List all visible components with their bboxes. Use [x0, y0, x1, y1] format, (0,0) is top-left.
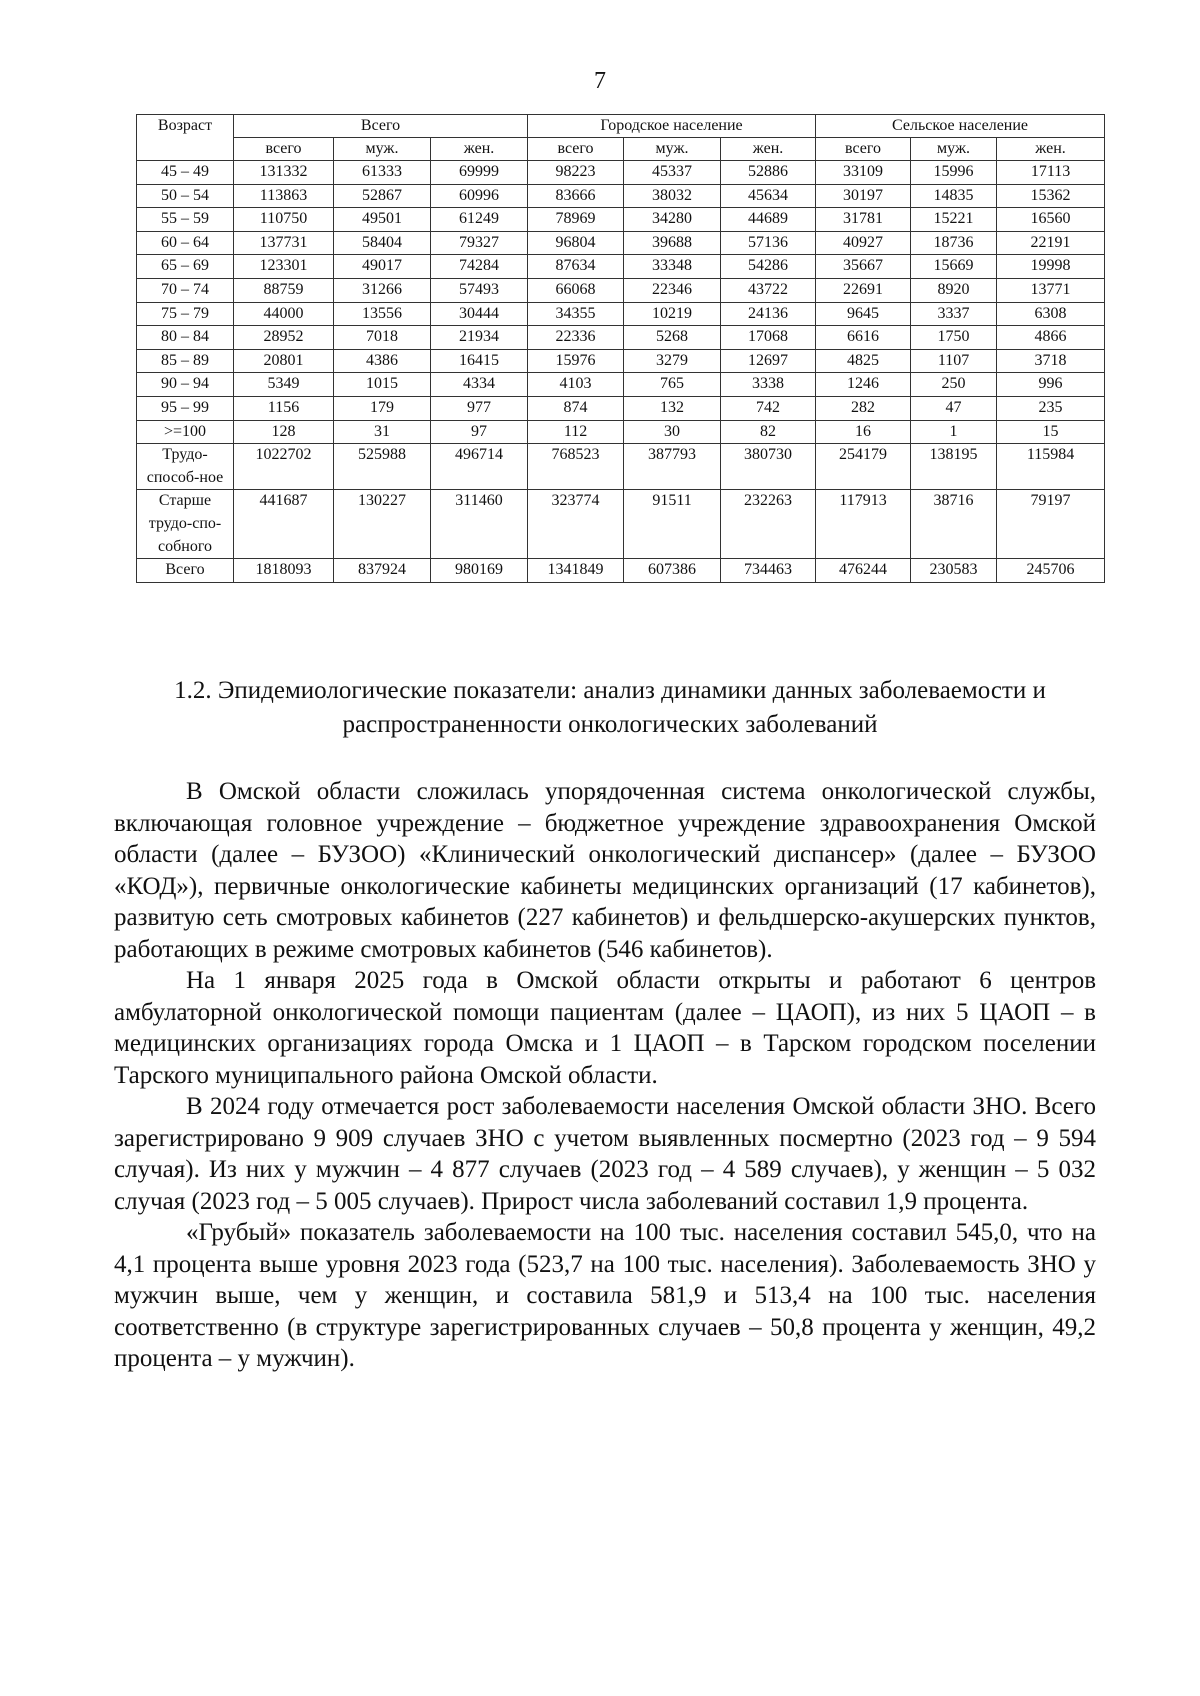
value-cell: 91511	[624, 490, 721, 559]
table-row	[137, 326, 1105, 350]
value-cell: 16560	[997, 208, 1105, 232]
value-cell: 230583	[911, 559, 997, 583]
value-cell: 38032	[624, 184, 721, 208]
value-cell: 179	[334, 396, 431, 420]
age-group-cell: 45 – 49	[137, 161, 234, 185]
value-cell: 31266	[334, 278, 431, 302]
body-text	[114, 776, 1096, 1375]
value-cell: 38716	[911, 490, 997, 559]
age-group-cell: 85 – 89	[137, 349, 234, 373]
value-cell: 18736	[911, 231, 997, 255]
subheader-cell: жен.	[431, 138, 528, 161]
col-header-age: Возраст	[137, 115, 234, 161]
value-cell: 33348	[624, 255, 721, 279]
value-cell: 39688	[624, 231, 721, 255]
value-cell: 15669	[911, 255, 997, 279]
value-cell: 57493	[431, 278, 528, 302]
value-cell: 69999	[431, 161, 528, 185]
value-cell: 4866	[997, 326, 1105, 350]
value-cell: 742	[721, 396, 816, 420]
value-cell: 387793	[624, 444, 721, 490]
table-row	[137, 231, 1105, 255]
value-cell: 49017	[334, 255, 431, 279]
value-cell: 5349	[234, 373, 334, 397]
value-cell: 43722	[721, 278, 816, 302]
table-subheader-row	[137, 138, 1105, 161]
subheader-cell: жен.	[997, 138, 1105, 161]
age-group-cell: 60 – 64	[137, 231, 234, 255]
value-cell: 58404	[334, 231, 431, 255]
value-cell: 44000	[234, 302, 334, 326]
value-cell: 837924	[334, 559, 431, 583]
value-cell: 1750	[911, 326, 997, 350]
value-cell: 977	[431, 396, 528, 420]
table-row	[137, 444, 1105, 490]
value-cell: 3718	[997, 349, 1105, 373]
value-cell: 98223	[528, 161, 624, 185]
age-group-cell: 75 – 79	[137, 302, 234, 326]
age-group-cell: 70 – 74	[137, 278, 234, 302]
value-cell: 79197	[997, 490, 1105, 559]
table-row	[137, 302, 1105, 326]
value-cell: 112	[528, 420, 624, 444]
paragraph-crude-rate: «Грубый» показатель заболеваемости на 100 тыс. населения составил 545,0, что на 4,1 процента выше уровня 2023 года (523,7 на 100 тыс. населения). Заболеваемость ЗНО у мужчин выше, чем у женщин, и составила 581,9 и 513,4 на 100 тыс. населения соответственно (в структуре зарегистрированных случаев – 50,8 процента у женщин, 49,2 процента – у мужчин).	[114, 1219, 1096, 1372]
value-cell: 34280	[624, 208, 721, 232]
table-row	[137, 161, 1105, 185]
value-cell: 232263	[721, 490, 816, 559]
value-cell: 54286	[721, 255, 816, 279]
value-cell: 1107	[911, 349, 997, 373]
subheader-cell: муж.	[334, 138, 431, 161]
value-cell: 128	[234, 420, 334, 444]
value-cell: 441687	[234, 490, 334, 559]
value-cell: 6308	[997, 302, 1105, 326]
table-body	[137, 161, 1105, 583]
value-cell: 13556	[334, 302, 431, 326]
value-cell: 24136	[721, 302, 816, 326]
subheader-cell: всего	[816, 138, 911, 161]
value-cell: 137731	[234, 231, 334, 255]
table-row	[137, 184, 1105, 208]
value-cell: 16	[816, 420, 911, 444]
value-cell: 1246	[816, 373, 911, 397]
value-cell: 245706	[997, 559, 1105, 583]
paragraph-oncology-service: В Омской области сложилась упорядоченная система онкологической службы, включающая головное учреждение – бюджетное учреждение здравоохранения Омской области (далее – БУЗОО) «Клинический онкологический диспансер» (далее – БУЗОО «КОД»), первичные онкологические кабинеты медицинских организаций (17 кабинетов), развитую сеть смотровых кабинетов (227 кабинетов) и фельдшерско-акушерских пунктов, работающих в режиме смотровых кабинетов (546 кабинетов).	[114, 778, 1096, 963]
value-cell: 1	[911, 420, 997, 444]
value-cell: 8920	[911, 278, 997, 302]
value-cell: 15	[997, 420, 1105, 444]
subheader-cell: муж.	[911, 138, 997, 161]
value-cell: 131332	[234, 161, 334, 185]
value-cell: 52867	[334, 184, 431, 208]
value-cell: 496714	[431, 444, 528, 490]
age-group-cell: Старше трудо-спо-собного	[137, 490, 234, 559]
value-cell: 113863	[234, 184, 334, 208]
subheader-cell: всего	[234, 138, 334, 161]
value-cell: 1818093	[234, 559, 334, 583]
subheader-cell: муж.	[624, 138, 721, 161]
age-group-cell: 90 – 94	[137, 373, 234, 397]
value-cell: 66068	[528, 278, 624, 302]
age-group-cell: 50 – 54	[137, 184, 234, 208]
value-cell: 57136	[721, 231, 816, 255]
subheader-cell: всего	[528, 138, 624, 161]
value-cell: 60996	[431, 184, 528, 208]
value-cell: 235	[997, 396, 1105, 420]
value-cell: 7018	[334, 326, 431, 350]
value-cell: 5268	[624, 326, 721, 350]
value-cell: 61249	[431, 208, 528, 232]
value-cell: 12697	[721, 349, 816, 373]
value-cell: 22691	[816, 278, 911, 302]
value-cell: 980169	[431, 559, 528, 583]
value-cell: 45337	[624, 161, 721, 185]
value-cell: 97	[431, 420, 528, 444]
value-cell: 87634	[528, 255, 624, 279]
page-number: 7	[594, 68, 606, 94]
section-heading: 1.2. Эпидемиологические показатели: анализ динамики данных заболеваемости и распространенности онкологических заболеваний	[174, 677, 1046, 738]
value-cell: 4334	[431, 373, 528, 397]
value-cell: 110750	[234, 208, 334, 232]
value-cell: 15221	[911, 208, 997, 232]
table-row	[137, 373, 1105, 397]
table-row	[137, 208, 1105, 232]
value-cell: 20801	[234, 349, 334, 373]
value-cell: 323774	[528, 490, 624, 559]
value-cell: 132	[624, 396, 721, 420]
value-cell: 6616	[816, 326, 911, 350]
value-cell: 16415	[431, 349, 528, 373]
value-cell: 17068	[721, 326, 816, 350]
value-cell: 765	[624, 373, 721, 397]
value-cell: 52886	[721, 161, 816, 185]
value-cell: 49501	[334, 208, 431, 232]
value-cell: 15996	[911, 161, 997, 185]
value-cell: 33109	[816, 161, 911, 185]
value-cell: 525988	[334, 444, 431, 490]
table-row	[137, 349, 1105, 373]
value-cell: 874	[528, 396, 624, 420]
value-cell: 10219	[624, 302, 721, 326]
age-population-table	[136, 114, 1105, 583]
value-cell: 61333	[334, 161, 431, 185]
value-cell: 22191	[997, 231, 1105, 255]
value-cell: 17113	[997, 161, 1105, 185]
value-cell: 3338	[721, 373, 816, 397]
value-cell: 30197	[816, 184, 911, 208]
value-cell: 607386	[624, 559, 721, 583]
group-header-rural: Сельское население	[816, 115, 1105, 138]
value-cell: 44689	[721, 208, 816, 232]
value-cell: 768523	[528, 444, 624, 490]
value-cell: 4386	[334, 349, 431, 373]
value-cell: 15362	[997, 184, 1105, 208]
value-cell: 78969	[528, 208, 624, 232]
value-cell: 34355	[528, 302, 624, 326]
value-cell: 996	[997, 373, 1105, 397]
table-row	[137, 396, 1105, 420]
value-cell: 22336	[528, 326, 624, 350]
age-group-cell: >=100	[137, 420, 234, 444]
age-group-cell: Трудо-способ-ное	[137, 444, 234, 490]
subheader-cell: жен.	[721, 138, 816, 161]
value-cell: 1156	[234, 396, 334, 420]
value-cell: 40927	[816, 231, 911, 255]
value-cell: 79327	[431, 231, 528, 255]
age-group-cell: 55 – 59	[137, 208, 234, 232]
table-row	[137, 420, 1105, 444]
value-cell: 28952	[234, 326, 334, 350]
value-cell: 13771	[997, 278, 1105, 302]
paragraph-incidence-2024: В 2024 году отмечается рост заболеваемости населения Омской области ЗНО. Всего зарегистрировано 9 909 случаев ЗНО с учетом выявленных посмертно (2023 год – 9 594 случая). Из них у мужчин – 4 877 случаев (2023 год – 4 589 случаев), у женщин – 5 032 случая (2023 год – 5 005 случаев). Прирост числа заболеваний составил 1,9 процента.	[114, 1093, 1096, 1215]
value-cell: 14835	[911, 184, 997, 208]
value-cell: 380730	[721, 444, 816, 490]
table-row	[137, 490, 1105, 559]
group-header-total: Всего	[234, 115, 528, 138]
table-row	[137, 559, 1105, 583]
value-cell: 117913	[816, 490, 911, 559]
value-cell: 4103	[528, 373, 624, 397]
value-cell: 115984	[997, 444, 1105, 490]
age-group-cell: 65 – 69	[137, 255, 234, 279]
value-cell: 19998	[997, 255, 1105, 279]
value-cell: 282	[816, 396, 911, 420]
value-cell: 3337	[911, 302, 997, 326]
value-cell: 138195	[911, 444, 997, 490]
value-cell: 9645	[816, 302, 911, 326]
table-row	[137, 255, 1105, 279]
value-cell: 82	[721, 420, 816, 444]
value-cell: 96804	[528, 231, 624, 255]
value-cell: 35667	[816, 255, 911, 279]
value-cell: 4825	[816, 349, 911, 373]
value-cell: 22346	[624, 278, 721, 302]
value-cell: 88759	[234, 278, 334, 302]
value-cell: 1022702	[234, 444, 334, 490]
value-cell: 45634	[721, 184, 816, 208]
value-cell: 31	[334, 420, 431, 444]
value-cell: 83666	[528, 184, 624, 208]
value-cell: 311460	[431, 490, 528, 559]
value-cell: 30444	[431, 302, 528, 326]
value-cell: 1015	[334, 373, 431, 397]
table-row	[137, 278, 1105, 302]
value-cell: 1341849	[528, 559, 624, 583]
value-cell: 21934	[431, 326, 528, 350]
value-cell: 31781	[816, 208, 911, 232]
value-cell: 3279	[624, 349, 721, 373]
paragraph-caop-centers: На 1 января 2025 года в Омской области открыты и работают 6 центров амбулаторной онкологической помощи пациентам (далее – ЦАОП), из них 5 ЦАОП – в медицинских организациях города Омска и 1 ЦАОП – в Тарском городском поселении Тарского муниципального района Омской области.	[114, 967, 1096, 1089]
value-cell: 254179	[816, 444, 911, 490]
value-cell: 130227	[334, 490, 431, 559]
value-cell: 15976	[528, 349, 624, 373]
value-cell: 250	[911, 373, 997, 397]
value-cell: 734463	[721, 559, 816, 583]
value-cell: 47	[911, 396, 997, 420]
value-cell: 476244	[816, 559, 911, 583]
table-group-header-row	[137, 115, 1105, 138]
age-group-cell: 80 – 84	[137, 326, 234, 350]
value-cell: 123301	[234, 255, 334, 279]
value-cell: 74284	[431, 255, 528, 279]
group-header-urban: Городское население	[528, 115, 816, 138]
age-group-cell: 95 – 99	[137, 396, 234, 420]
age-group-cell: Всего	[137, 559, 234, 583]
value-cell: 30	[624, 420, 721, 444]
